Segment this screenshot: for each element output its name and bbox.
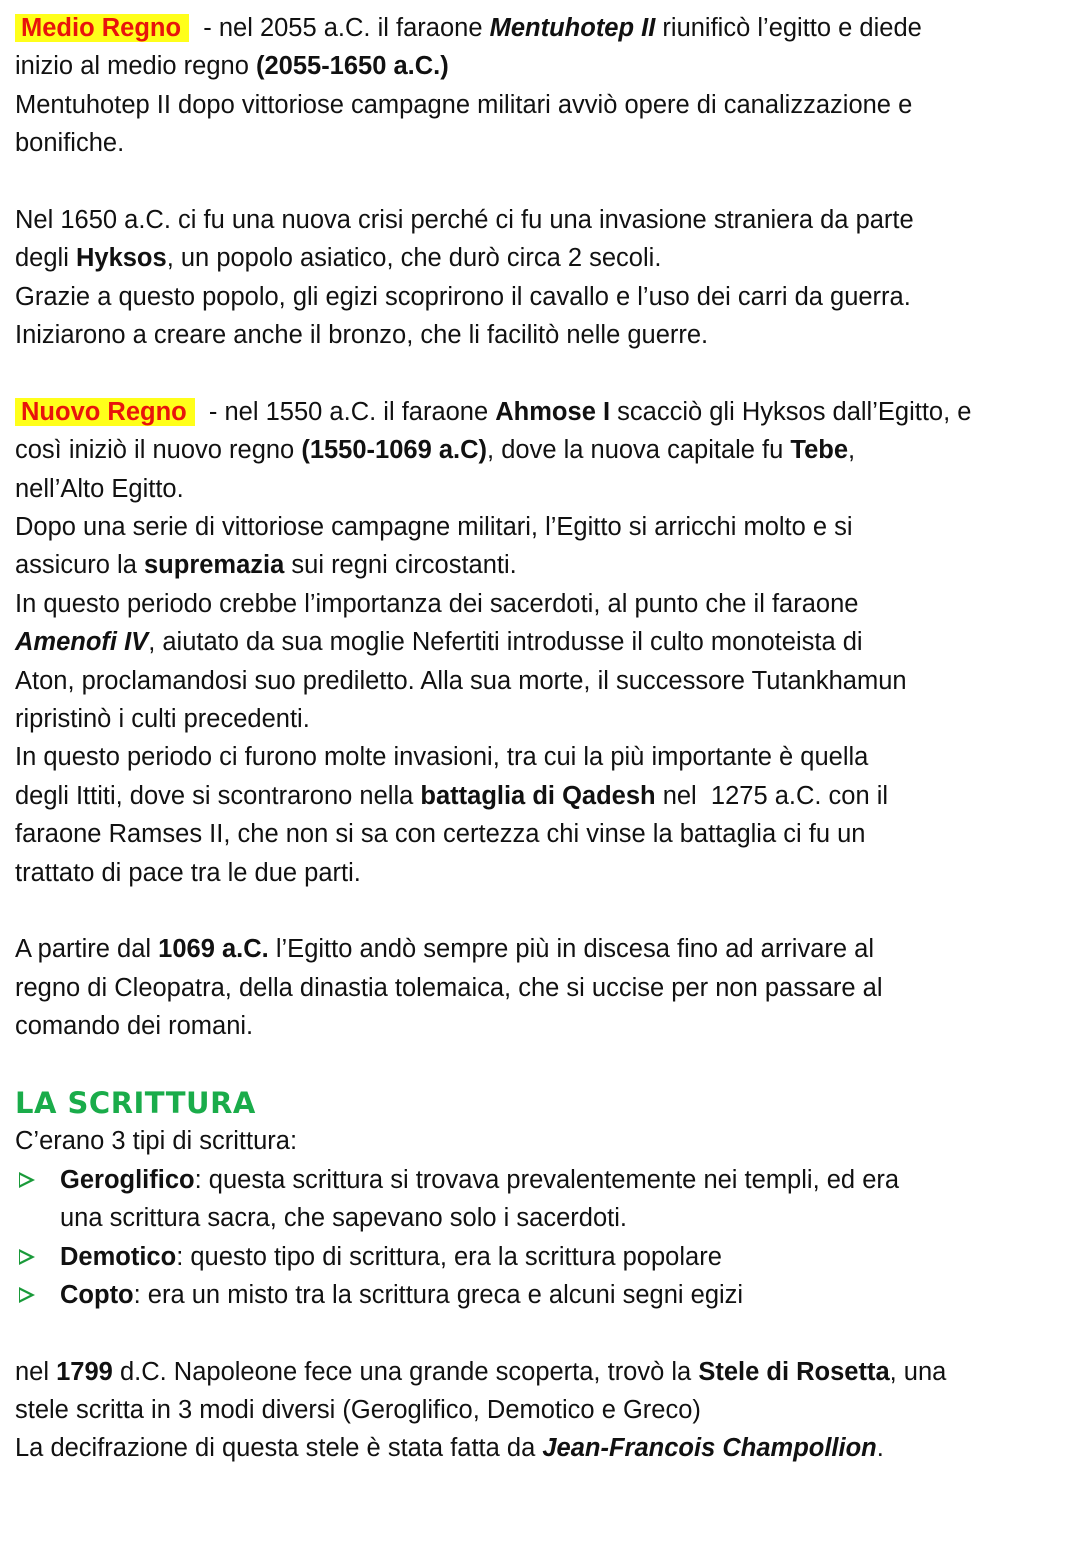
text-run: così iniziò il nuovo regno: [15, 436, 302, 465]
text-line: [15, 86, 1070, 124]
bold-text: supremazia: [143, 551, 285, 580]
text-run: - nel 1550 a.C. il faraone: [194, 397, 496, 426]
text-run: : questo tipo di scrittura, era la scrittura popolare: [176, 1242, 722, 1271]
blank-line: [15, 1046, 1070, 1084]
text-line: [15, 431, 1070, 469]
bold-text: (1550-1069 a.C): [301, 436, 488, 465]
text-line: [15, 738, 1070, 776]
bold-text: Tebe: [790, 436, 849, 465]
text-line: [15, 278, 1070, 316]
blank-line: [15, 1314, 1070, 1352]
text-run: bonifiche.: [15, 129, 125, 158]
bold-text: battaglia di Qadesh: [420, 781, 656, 810]
text-run: Grazie a questo popolo, gli egizi scoprirono il cavallo e l’uso dei carri da guerra.: [15, 282, 911, 311]
text-line: [15, 124, 1070, 162]
bold-italic-text: Mentuhotep II: [489, 14, 656, 42]
text-run: A partire dal: [15, 935, 159, 964]
text-run: , aiutato da sua moglie Nefertiti introdusse il culto monoteista di: [148, 628, 863, 657]
text-run: comando dei romani.: [15, 1012, 254, 1041]
text-run: Nel 1650 a.C. ci fu una nuova crisi perché ci fu una invasione straniera da parte: [15, 205, 914, 234]
arrow-bullet-icon: [19, 1172, 35, 1188]
bold-text: Hyksos: [75, 244, 167, 273]
text-line: [15, 1429, 1070, 1467]
text-line: [15, 1007, 1070, 1045]
bold-text: Copto: [60, 1280, 134, 1309]
bold-text: Geroglifico: [60, 1165, 195, 1194]
bold-text: Stele di Rosetta: [698, 1357, 890, 1386]
text-line: [15, 854, 1070, 892]
text-line: [15, 1084, 1070, 1122]
text-line: [15, 1122, 1070, 1160]
text-run: regno di Cleopatra, della dinastia tolemaica, che si uccise per non passare al: [15, 973, 883, 1002]
text-run: inizio al medio regno: [15, 52, 256, 81]
text-run: In questo periodo crebbe l’importanza dei sacerdoti, al punto che il faraone: [15, 589, 859, 618]
text-line: [15, 700, 1070, 738]
text-line: [15, 662, 1070, 700]
bold-italic-text: Jean-Francois Champollion: [542, 1434, 877, 1463]
highlighted-section-title: Nuovo Regno: [15, 398, 195, 426]
highlighted-section-title: Medio Regno: [15, 14, 189, 42]
text-line: [15, 623, 1070, 661]
text-run: , una: [889, 1357, 947, 1386]
arrow-bullet-icon: [19, 1287, 35, 1303]
text-run: La decifrazione di questa stele è stata fatta da: [15, 1434, 543, 1463]
text-run: Mentuhotep II dopo vittoriose campagne militari avviò opere di canalizzazione e: [15, 90, 913, 119]
bold-text: Demotico: [60, 1242, 177, 1271]
text-run: Aton, proclamandosi suo prediletto. Alla sua morte, il successore Tutankhamun: [15, 666, 907, 695]
bold-text: (2055-1650 a.C.): [255, 52, 449, 81]
text-line: [15, 930, 1070, 968]
text-run: d.C. Napoleone fece una grande scoperta, trovò la: [112, 1357, 699, 1386]
text-line: [15, 508, 1070, 546]
text-run: faraone Ramses II, che non si sa con certezza chi vinse la battaglia ci fu un: [15, 820, 866, 849]
text-line: [15, 239, 1070, 277]
blank-line: [15, 892, 1070, 930]
bullet-item: [15, 1161, 1070, 1199]
text-run: .: [876, 1434, 884, 1463]
text-run: sui regni circostanti.: [284, 551, 517, 580]
text-line: [15, 1353, 1070, 1391]
text-run: scacciò gli Hyksos dall’Egitto, e: [610, 397, 972, 426]
text-run: , dove la nuova capitale fu: [487, 436, 791, 465]
text-run: ,: [848, 436, 856, 465]
text-line: [15, 393, 1070, 431]
text-line: [15, 777, 1070, 815]
text-line: [15, 201, 1070, 239]
text-line: [15, 969, 1070, 1007]
text-line: [15, 47, 1070, 85]
text-line: [15, 470, 1070, 508]
text-run: nel: [15, 1357, 57, 1386]
text-line: [15, 1391, 1070, 1429]
text-line: [15, 546, 1070, 584]
document-body: [15, 9, 1070, 1468]
text-line: [15, 316, 1070, 354]
text-run: : questa scrittura si trovava prevalentemente nei templi, ed era: [194, 1165, 900, 1194]
blank-line: [15, 163, 1070, 201]
text-line: [15, 815, 1070, 853]
text-run: assicuro la: [15, 551, 144, 580]
text-line: [15, 1199, 1070, 1237]
text-run: una scrittura sacra, che sapevano solo i sacerdoti.: [60, 1204, 627, 1233]
blank-line: [15, 355, 1070, 393]
text-run: In questo periodo ci furono molte invasioni, tra cui la più importante è quella: [15, 743, 869, 772]
bold-italic-text: Amenofi IV: [15, 628, 149, 657]
bullet-item: [15, 1276, 1070, 1314]
text-run: Dopo una serie di vittoriose campagne militari, l’Egitto si arricchi molto e si: [15, 513, 853, 542]
text-run: Iniziarono a creare anche il bronzo, che li facilitò nelle guerre.: [15, 321, 709, 350]
arrow-bullet-icon: [19, 1249, 35, 1265]
text-run: nell’Alto Egitto.: [15, 474, 184, 503]
text-run: riunificò l’egitto e diede: [655, 14, 922, 42]
text-run: degli Ittiti, dove si scontrarono nella: [15, 781, 421, 810]
bold-text: 1799: [56, 1357, 113, 1386]
text-run: l’Egitto andò sempre più in discesa fino ad arrivare al: [268, 935, 875, 964]
text-run: - nel 2055 a.C. il faraone: [189, 14, 490, 42]
text-run: degli: [15, 244, 76, 273]
section-heading: LA SCRITTURA: [15, 1085, 256, 1120]
text-run: : era un misto tra la scrittura greca e alcuni segni egizi: [133, 1280, 744, 1309]
text-run: C’erano 3 tipi di scrittura:: [15, 1127, 298, 1156]
bold-text: Ahmose I: [495, 397, 611, 426]
text-run: ripristinò i culti precedenti.: [15, 705, 310, 734]
text-line: [15, 585, 1070, 623]
text-run: , un popolo asiatico, che durò circa 2 secoli.: [166, 244, 662, 273]
text-line: [15, 9, 1070, 47]
text-run: nel 1275 a.C. con il: [655, 781, 889, 810]
bold-text: 1069 a.C.: [158, 935, 269, 964]
bullet-item: [15, 1238, 1070, 1276]
text-run: stele scritta in 3 modi diversi (Geroglifico, Demotico e Greco): [15, 1396, 701, 1425]
text-run: trattato di pace tra le due parti.: [15, 858, 361, 887]
